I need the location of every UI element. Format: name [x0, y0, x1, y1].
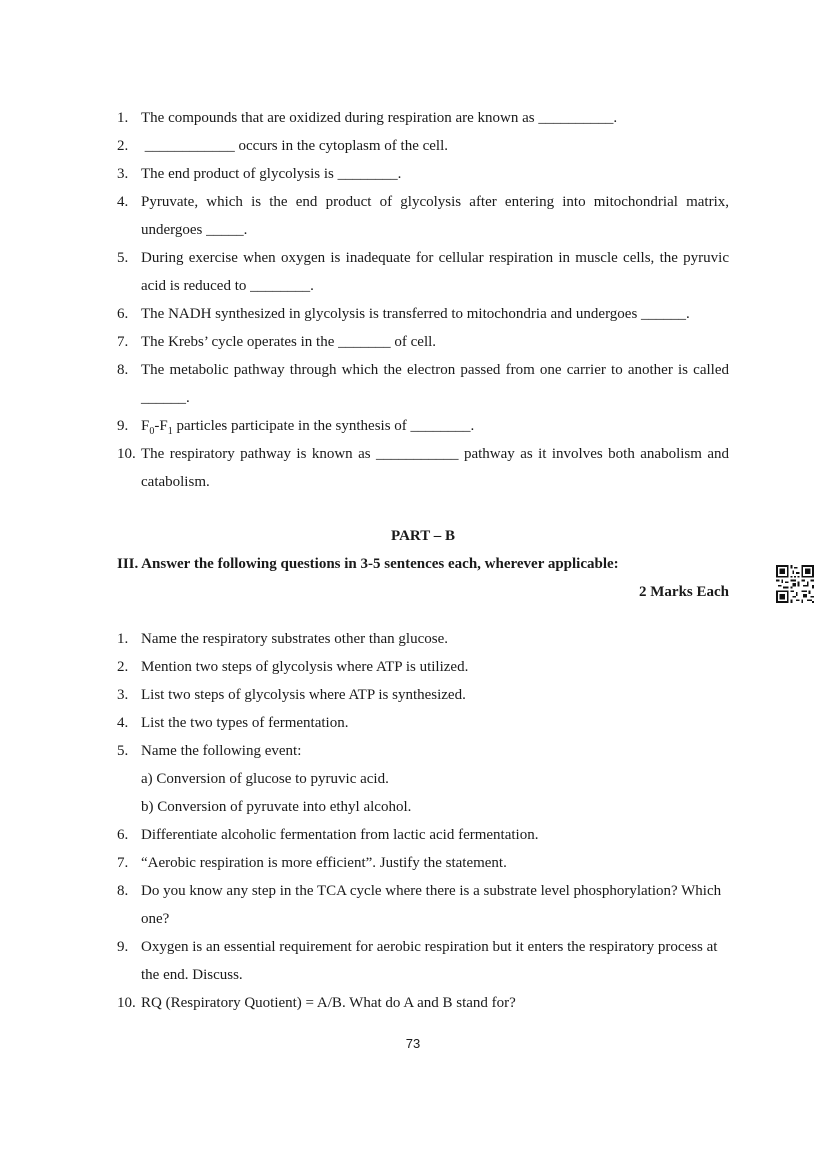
- question-text: The compounds that are oxidized during respiration are known as __________.: [141, 110, 618, 126]
- question-number: 9.: [117, 939, 129, 955]
- list-item: [117, 440, 729, 496]
- question-text: Do you know any step in the TCA cycle where there is a substrate level phosphorylation? Which one?: [141, 883, 722, 927]
- text-fragment: particles participate in the synthesis of ________.: [172, 418, 475, 434]
- question-number: 9.: [117, 418, 129, 434]
- question-text: The metabolic pathway through which the electron passed from one carrier to another is called ______.: [141, 362, 729, 406]
- list-item: [117, 300, 729, 328]
- list-item: [117, 737, 729, 765]
- question-number: 1.: [117, 631, 129, 647]
- question-number: 5.: [117, 743, 129, 759]
- question-number: 7.: [117, 855, 129, 871]
- question-number: 10.: [117, 446, 136, 462]
- question-text: RQ (Respiratory Quotient) = A/B. What do A and B stand for?: [141, 995, 516, 1011]
- question-text: “Aerobic respiration is more efficient”. Justify the statement.: [141, 855, 507, 871]
- list-item: [117, 188, 729, 244]
- list-item: [117, 681, 729, 709]
- question-text: [141, 412, 729, 440]
- question-text: The respiratory pathway is known as ___________ pathway as it involves both anabolism and catabolism.: [141, 446, 729, 490]
- question-number: 3.: [117, 687, 129, 703]
- question-number: 10.: [117, 995, 136, 1011]
- sub-question: b) Conversion of pyruvate into ethyl alcohol.: [141, 799, 412, 815]
- question-text: Name the following event:: [141, 743, 302, 759]
- question-text: The end product of glycolysis is ________.: [141, 166, 402, 182]
- part-b-question-list: [117, 625, 729, 1017]
- subscript: 0: [149, 426, 155, 437]
- question-text: The Krebs’ cycle operates in the _______ of cell.: [141, 334, 437, 350]
- list-item: [117, 849, 729, 877]
- list-item: [117, 104, 729, 132]
- list-item: [117, 625, 729, 653]
- qr-code-icon: [776, 565, 814, 603]
- section-heading: III. Answer the following questions in 3-5 sentences each, wherever applicable:: [117, 556, 619, 572]
- question-text: Differentiate alcoholic fermentation from lactic acid fermentation.: [141, 827, 539, 843]
- part-a-question-list: [117, 104, 729, 496]
- question-number: 3.: [117, 166, 129, 182]
- question-number: 6.: [117, 827, 129, 843]
- text-fragment: -F: [154, 418, 168, 434]
- question-text: Pyruvate, which is the end product of glycolysis after entering into mitochondrial matrix, undergoes _____.: [141, 194, 729, 238]
- list-item: [117, 877, 729, 933]
- list-item: [117, 356, 729, 412]
- list-item: [117, 160, 729, 188]
- question-number: 5.: [117, 250, 129, 266]
- marks-label: 2 Marks Each: [639, 584, 729, 600]
- list-item: [117, 709, 729, 737]
- question-text: Oxygen is an essential requirement for aerobic respiration but it enters the respiratory process at the end. Discuss.: [141, 939, 718, 983]
- list-item: [117, 328, 729, 356]
- question-text: List the two types of fermentation.: [141, 715, 349, 731]
- question-number: 4.: [117, 194, 129, 210]
- question-text: During exercise when oxygen is inadequate for cellular respiration in muscle cells, the pyruvic acid is reduced to ________.: [141, 250, 729, 294]
- list-item: [117, 244, 729, 300]
- question-text: List two steps of glycolysis where ATP is synthesized.: [141, 687, 466, 703]
- question-number: 4.: [117, 715, 129, 731]
- question-number: 2.: [117, 138, 129, 154]
- list-item: [117, 653, 729, 681]
- list-item: [117, 933, 729, 989]
- list-item: [117, 989, 729, 1017]
- text-fragment: F: [141, 418, 150, 434]
- question-number: 8.: [117, 883, 129, 899]
- question-text: ____________ occurs in the cytoplasm of the cell.: [141, 138, 449, 154]
- question-text: Mention two steps of glycolysis where ATP is utilized.: [141, 659, 469, 675]
- question-number: 8.: [117, 362, 129, 378]
- sub-question: a) Conversion of glucose to pyruvic acid.: [141, 771, 389, 787]
- subscript: 1: [167, 426, 173, 437]
- question-text: The NADH synthesized in glycolysis is transferred to mitochondria and undergoes ______.: [141, 306, 690, 322]
- part-b-title: PART – B: [391, 528, 455, 544]
- question-text: Name the respiratory substrates other than glucose.: [141, 631, 448, 647]
- list-item: [117, 132, 729, 160]
- list-item: [117, 821, 729, 849]
- question-number: 7.: [117, 334, 129, 350]
- page-number: 73: [405, 1036, 421, 1051]
- question-number: 1.: [117, 110, 129, 126]
- question-number: 2.: [117, 659, 129, 675]
- question-number: 6.: [117, 306, 129, 322]
- list-item: [117, 412, 729, 440]
